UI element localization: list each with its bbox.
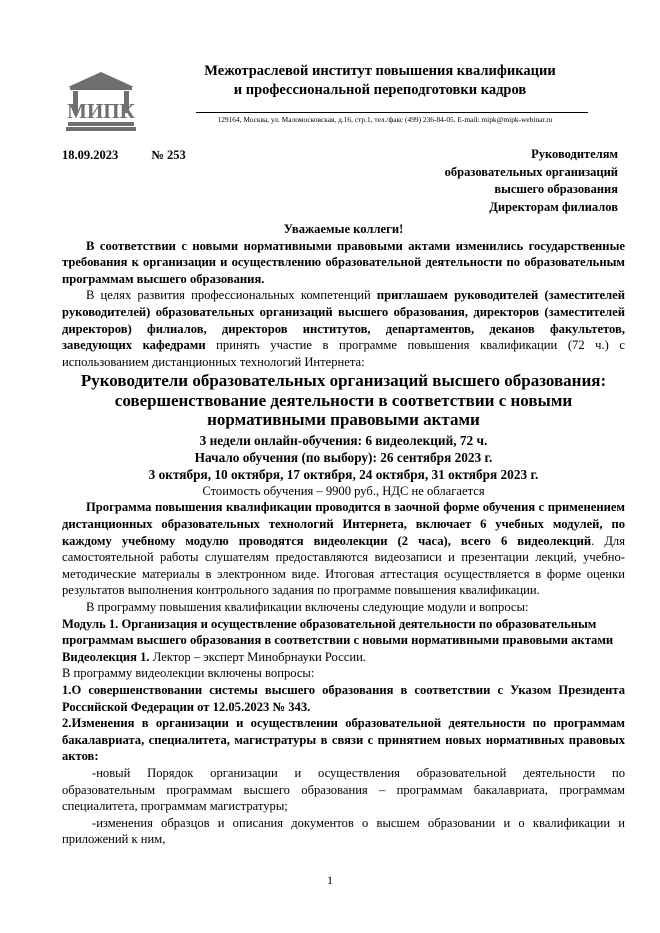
- letter-number: № 253: [151, 148, 186, 162]
- building-columns-icon: [66, 70, 136, 132]
- lecture-label: Видеолекция 1.: [62, 649, 150, 664]
- header-divider: [196, 112, 588, 113]
- letter-date-number: [62, 148, 186, 163]
- paragraph-modules-intro: В программу повышения квалификации включены следующие модули и вопросы:: [86, 600, 529, 614]
- greeting: Уважаемые коллеги!: [283, 222, 404, 236]
- recipient-line: Директорам филиалов: [489, 199, 618, 214]
- question-1: 1.О совершенствовании системы высшего образования в соответствии с Указом Президента Российской Федерации от 12.05.2023 № 343.: [62, 682, 625, 714]
- lecture-1: [62, 649, 625, 666]
- program-start: Начало обучения (по выбору): 26 сентября 2023 г.: [194, 449, 493, 465]
- invitation-start: В целях развития профессиональных компетенций: [86, 288, 377, 303]
- page-number: 1: [327, 873, 333, 887]
- org-title-line1: Межотраслевой институт повышения квалификации: [204, 63, 556, 79]
- recipient-line: высшего образования: [494, 182, 618, 196]
- program-format-bold: Программа повышения квалификации проводится в заочной форме обучения с применением дистанционных образовательных технологий Интернета, включает 6 учебных модулей, по каждому учебному модулю проводятся видеолекции (2 часа), всего 6 видеолекций: [62, 500, 625, 548]
- recipient-line: Руководителям: [531, 147, 618, 161]
- letter-body: [62, 221, 625, 848]
- invitation-audience: приглашаем руководителей (заместителей руководителей) образовательных организаций высшего образования, директоров (заместителей директоров) филиалов, директоров институтов, департаментов, деканов факультетов, заведующих кафедрами: [62, 288, 625, 353]
- program-format-rest: . Для самостоятельной работы слушателям предоставляются видеозаписи и презентации лекций, учебно-методические материалы в электронном виде. Итоговая аттестация осуществляется в форме оценки результатов выполнения контрольного задания по программе повышения квалификации.: [62, 533, 625, 598]
- module-1-title: Модуль 1. Организация и осуществление образовательной деятельности по образовательным программам высшего образования в соответствии с новыми нормативными правовыми актами: [62, 616, 614, 648]
- recipient-line: образовательных организаций: [444, 164, 618, 179]
- letter-date: 18.09.2023: [62, 148, 119, 162]
- program-price: Стоимость обучения – 9900 руб., НДС не облагается: [202, 483, 485, 498]
- lecture-lecturer: Лектор – эксперт Минобрнауки России.: [149, 649, 366, 664]
- lecture-questions-intro: В программу видеолекции включены вопросы:: [62, 666, 315, 681]
- list-item: -новый Порядок организации и осуществления образовательной деятельности по образовательным программам высшего образования – программам бакалавриата, программам специалитета, программам магистратуры;: [62, 765, 625, 814]
- org-title-line2: и профессиональной переподготовки кадров: [233, 82, 527, 98]
- question-2: 2.Изменения в организации и осуществлении образовательной деятельности по программам бакалавриата, специалитета, магистратуры в связи с принятием новых нормативных правовых актов:: [62, 716, 625, 764]
- recipients-block: [445, 146, 618, 216]
- program-title: Руководители образовательных организаций высшего образования: совершенствование деятельности в соответствии с новыми нормативными правовыми актами: [80, 371, 607, 430]
- logo-text: МИПК: [67, 99, 135, 123]
- paragraph-intro: В соответствии с новыми нормативными правовыми актами изменились государственные требования к организации и осуществлению образовательной деятельности по образовательным программам высшего образования.: [62, 238, 625, 286]
- institute-logo: [66, 70, 136, 132]
- list-item: -изменения образцов и описания документов о высшем образовании и о квалификации и приложений к ним,: [62, 815, 625, 847]
- paragraph-invitation: [62, 287, 625, 370]
- program-dates: 3 октября, 10 октября, 17 октября, 24 октября, 31 октября 2023 г.: [148, 466, 539, 482]
- program-duration: 3 недели онлайн-обучения: 6 видеолекций, 72 ч.: [199, 432, 488, 448]
- paragraph-program-format: [62, 499, 625, 599]
- address-line: 129164, Москва, ул. Маломосковская, д.16, стр.1, тел./факс (499) 236-84-05. E-mail: mipk@mipk-webinar.ru: [217, 115, 553, 124]
- invitation-end: принять участие в программе повышения квалификации (72 ч.) с использованием дистанционных технологий Интернета:: [62, 338, 625, 369]
- organization-title: [160, 62, 600, 100]
